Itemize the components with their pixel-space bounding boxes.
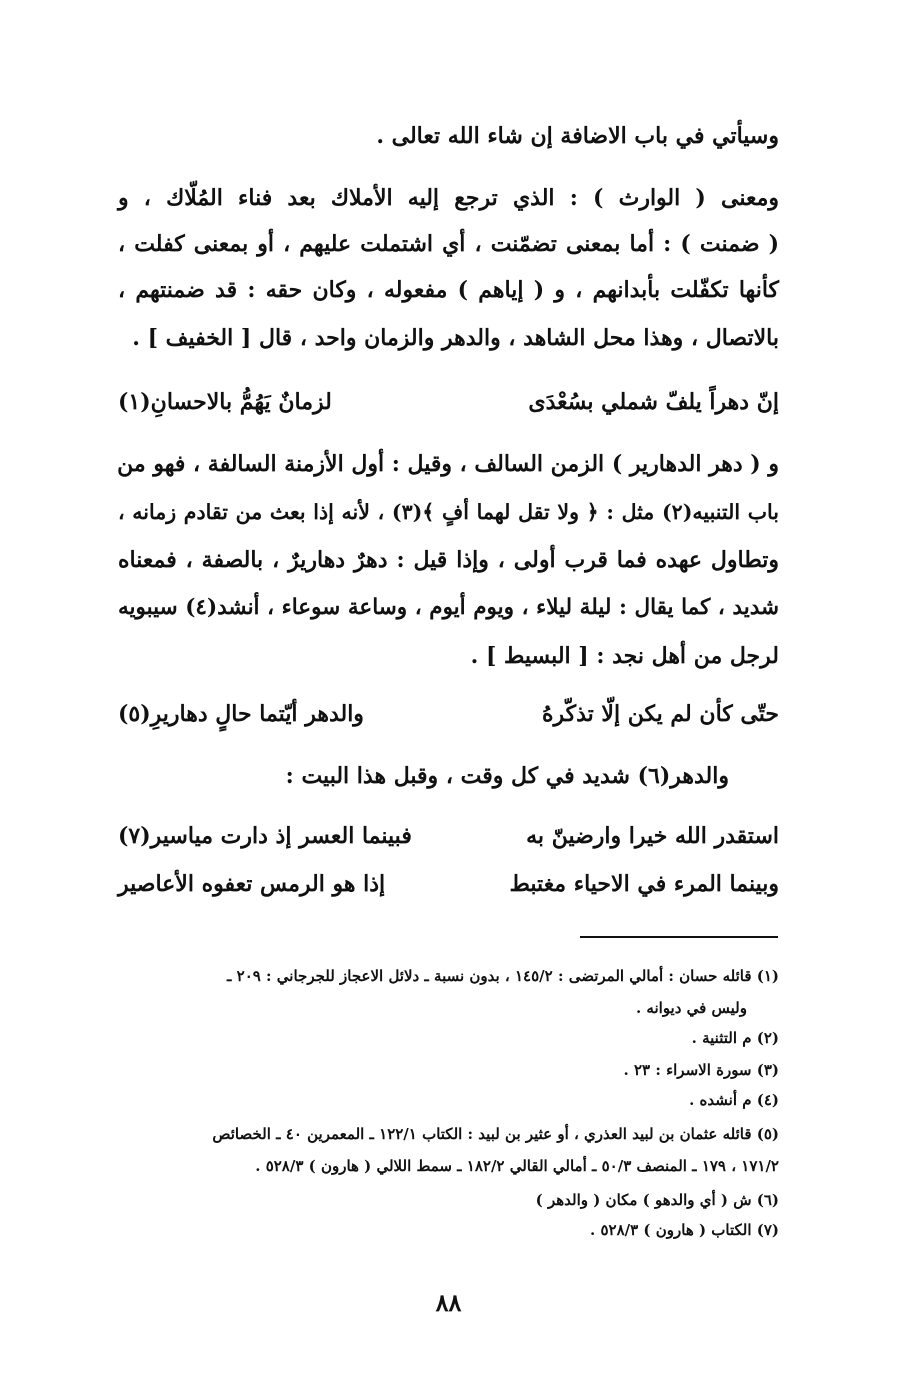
text-line: بالاتصال ، وهذا محل الشاهد ، والدهر والزمان واحد ، قال [ الخفيف ] .: [132, 325, 779, 351]
verse-line: [118, 866, 779, 902]
text-line: ومعنى ( الوارث ) : الذي ترجع إليه الأملاك بعد فناء المُلّاك ، و: [118, 185, 779, 211]
verse-line: [118, 818, 779, 854]
footnote: (٢) م التثنية .: [691, 1029, 779, 1047]
verse-first-hemistich: إنّ دهراً يلفّ شملي بسُعْدَى: [528, 389, 779, 415]
footnote-continuation: وليس في ديوانه .: [635, 999, 747, 1017]
verse-first-hemistich: وبينما المرء في الاحياء مغتبط: [509, 871, 779, 897]
text-line: شديد ، كما يقال : ليلة ليلاء ، ويوم أيوم ، وساعة سوعاء ، أنشد(٤) سيبويه: [118, 595, 779, 620]
verse-second-hemistich: لزمانٌ يَهُمُّ بالاحسانِ(١): [118, 389, 332, 415]
verse-second-hemistich: فبينما العسر إذ دارت مياسير(٧): [118, 823, 412, 849]
verse-second-hemistich: إذا هو الرمس تعفوه الأعاصير: [118, 871, 386, 897]
verse-line: [118, 384, 779, 420]
footnote-divider: [580, 936, 778, 938]
footnote: (٧) الكتاب ( هارون ) ٥٢٨/٣ .: [590, 1221, 779, 1239]
text-line: كأنها تكفّلت بأبدانهم ، و ( إياهم ) مفعوله ، وكان حقه : قد ضمنتهم ،: [118, 277, 779, 303]
text-line: لرجل من أهل نجد : [ البسيط ] .: [470, 643, 779, 669]
verse-first-hemistich: حتّى كأن لم يكن إلّا تذكّرهُ: [541, 701, 779, 727]
footnote: (٦) ش ( أي والدهو ) مكان ( والدهر ): [535, 1191, 779, 1209]
verse-first-hemistich: استقدر الله خيرا وارضينّ به: [526, 823, 779, 849]
text-line: ( ضمنت ) : أما بمعنى تضمّنت ، أي اشتملت عليهم ، أو بمعنى كفلت ،: [118, 231, 779, 257]
footnote: (٤) م أنشده .: [689, 1091, 779, 1109]
verse-second-hemistich: والدهر أيّتما حالٍ دهاريرِ(٥): [118, 701, 364, 727]
verse-line: [118, 696, 779, 732]
footnote: (٣) سورة الاسراء : ٢٣ .: [623, 1061, 779, 1079]
footnote: (١) قائله حسان : أمالي المرتضى : ١٤٥/٢ ، بدون نسبة ـ دلائل الاعجاز للجرجاني : ٢٠٩ ـ: [227, 967, 779, 985]
page-number: ٨٨: [435, 1288, 462, 1317]
footnote: ١٧١/٢ ، ١٧٩ ـ المنصف ٥٠/٣ ـ أمالي القالي ١٨٢/٢ ـ سمط اللالي ( هارون ) ٥٢٨/٣ .: [255, 1157, 779, 1175]
footnote: (٥) قائله عثمان بن لبيد العذري ، أو عثير بن لبيد : الكتاب ١٢٢/١ ـ المعمرين ٤٠ ـ الخصائص: [212, 1125, 779, 1143]
text-line: و ( دهر الدهارير ) الزمن السالف ، وقيل : أول الأزمنة السالفة ، فهو من: [117, 451, 779, 477]
text-line: وسيأتي في باب الاضافة إن شاء الله تعالى .: [376, 123, 779, 149]
text-line: [179, 760, 779, 792]
text-line: باب التنبيه(٢) مثل : ﴿ ولا تقل لهما أفٍ ﴾(٣) ، لأنه إذا بعث من تقادم زمانه ،: [118, 500, 779, 524]
text-line: وتطاول عهده فما قرب أولى ، وإذا قيل : دهرٌ دهاريرٌ ، بالصفة ، فمعناه: [118, 547, 779, 573]
text-line-content: والدهر(٦) شديد في كل وقت ، وقبل هذا البيت :: [285, 763, 729, 789]
